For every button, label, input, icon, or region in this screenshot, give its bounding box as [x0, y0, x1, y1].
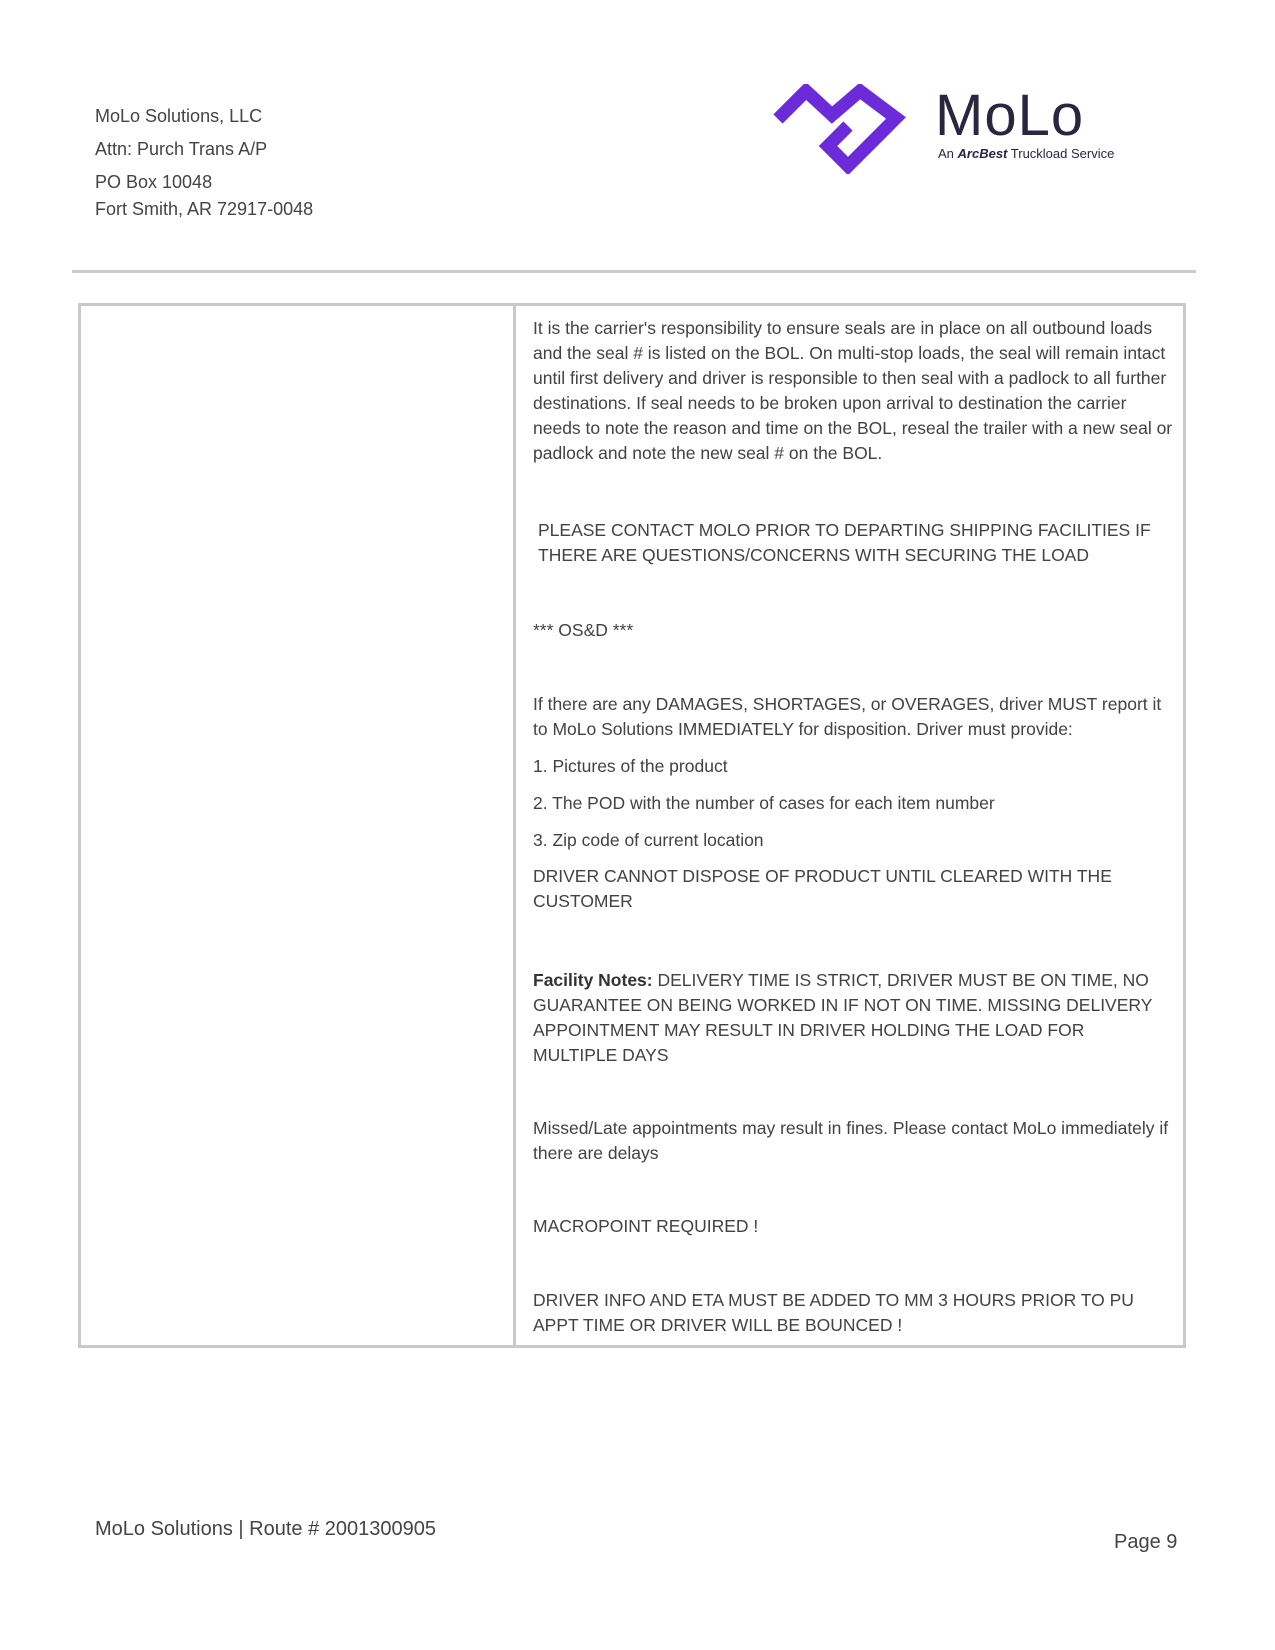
dispose-paragraph: DRIVER CANNOT DISPOSE OF PRODUCT UNTIL CLEARED WITH THE CUSTOMER: [533, 866, 1112, 911]
footer-page-number: Page 9: [1114, 1531, 1178, 1553]
missed-appointments-paragraph: Missed/Late appointments may result in fines. Please contact MoLo immediately if there are delays: [533, 1118, 1169, 1163]
contact-paragraph: PLEASE CONTACT MOLO PRIOR TO DEPARTING SHIPPING FACILITIES IF THERE ARE QUESTIONS/CONCERNS WITH SECURING THE LOAD: [538, 520, 1151, 565]
macropoint-required: MACROPOINT REQUIRED !: [533, 1216, 759, 1236]
molo-logo: [775, 84, 1155, 180]
logo-tagline: [938, 146, 1114, 161]
osd-item-3: 3. Zip code of current location: [533, 830, 764, 850]
logo-tag-suffix: Truckload Service: [1010, 146, 1115, 161]
facility-notes: [533, 968, 1173, 1068]
osd-heading: *** OS&D ***: [533, 620, 634, 640]
header-divider: [72, 270, 1196, 273]
address-line-city: Fort Smith, AR 72917-0048: [95, 199, 314, 219]
logo-tag-prefix: An: [938, 146, 954, 161]
address-line-company: MoLo Solutions, LLC: [95, 106, 263, 126]
facility-notes-label: Facility Notes:: [533, 970, 653, 990]
molo-logo-mark-icon: [772, 84, 907, 174]
footer-route: MoLo Solutions | Route # 2001300905: [95, 1518, 437, 1540]
address-line-attn: Attn: Purch Trans A/P: [95, 139, 268, 159]
logo-wordmark: MoLo: [935, 83, 1085, 148]
driver-info-paragraph: DRIVER INFO AND ETA MUST BE ADDED TO MM 3 HOURS PRIOR TO PU APPT TIME OR DRIVER WILL BE BOUNCED !: [533, 1290, 1134, 1335]
osd-item-2: 2. The POD with the number of cases for each item number: [533, 793, 995, 813]
address-line-pobox: PO Box 10048: [95, 172, 213, 192]
logo-tag-brand: ArcBest: [957, 146, 1008, 161]
osd-paragraph: If there are any DAMAGES, SHORTAGES, or OVERAGES, driver MUST report it to MoLo Solutions IMMEDIATELY for disposition. Driver must provide:: [533, 694, 1162, 739]
table-column-divider: [513, 303, 516, 1348]
osd-item-1: 1. Pictures of the product: [533, 756, 728, 776]
seal-paragraph: It is the carrier's responsibility to ensure seals are in place on all outbound loads and the seal # is listed on the BOL. On multi-stop loads, the seal will remain intact until first delivery and driver is responsible to then seal with a padlock to all further destinations. If seal needs to be broken upon arrival to destination the carrier needs to note the reason and time on the BOL, reseal the trailer with a new seal or padlock and note the new seal # on the BOL.: [533, 318, 1173, 463]
facility-notes-text: DELIVERY TIME IS STRICT, DRIVER MUST BE ON TIME, NO GUARANTEE ON BEING WORKED IN IF NOT ON TIME. MISSING DELIVERY APPOINTMENT MAY RESULT IN DRIVER HOLDING THE LOAD FOR MULTIPLE DAYS: [533, 970, 1153, 1065]
